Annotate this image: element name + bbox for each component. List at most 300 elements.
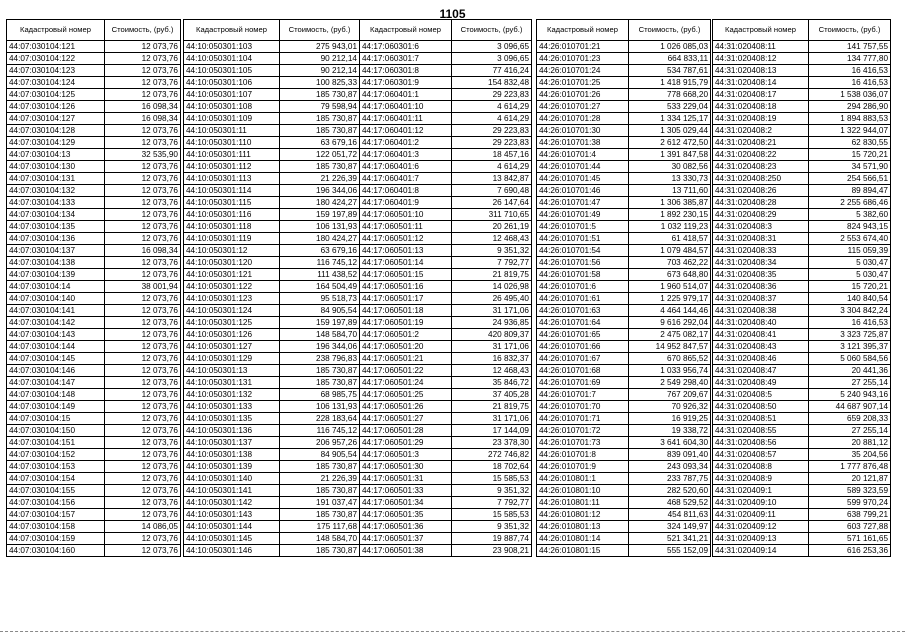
table-row	[7, 113, 181, 125]
cost-cell: 12 073,76	[105, 485, 181, 497]
cadastral-number-cell: 44:10:050301:124	[184, 305, 280, 317]
cost-cell: 3 641 604,30	[629, 437, 711, 449]
table-row	[537, 245, 711, 257]
table-row	[537, 329, 711, 341]
cadastral-number-cell: 44:26:010801:14	[537, 533, 629, 545]
table-row	[360, 173, 532, 185]
table-row	[713, 257, 891, 269]
cadastral-number-cell: 44:31:020408:23	[713, 161, 809, 173]
cadastral-number-cell: 44:26:010801:15	[537, 545, 629, 557]
cost-cell: 4 614,29	[452, 101, 532, 113]
cost-cell: 185 730,87	[280, 161, 360, 173]
cost-cell: 12 073,76	[105, 341, 181, 353]
table-row	[713, 329, 891, 341]
table-row	[713, 533, 891, 545]
cadastral-number-cell: 44:10:050301:138	[184, 449, 280, 461]
cost-cell: 311 710,65	[452, 209, 532, 221]
cost-cell: 670 865,52	[629, 353, 711, 365]
cost-cell: 62 830,55	[809, 137, 891, 149]
cost-cell: 14 952 847,57	[629, 341, 711, 353]
cadastral-number-cell: 44:26:010701:67	[537, 353, 629, 365]
table-row	[7, 233, 181, 245]
cadastral-number-cell: 44:26:010701:27	[537, 101, 629, 113]
cadastral-number-cell: 44:07:030104:131	[7, 173, 105, 185]
cost-cell: 44 687 907,14	[809, 401, 891, 413]
table-row	[7, 485, 181, 497]
cost-cell: 1 079 484,57	[629, 245, 711, 257]
cost-cell: 19 887,74	[452, 533, 532, 545]
cost-cell: 767 209,67	[629, 389, 711, 401]
cadastral-number-cell: 44:17:060501:16	[360, 281, 452, 293]
table-row	[537, 89, 711, 101]
table-row	[360, 77, 532, 89]
cost-cell: 90 212,14	[280, 53, 360, 65]
table-row	[713, 281, 891, 293]
cadastral-number-cell: 44:17:060401:11	[360, 113, 452, 125]
cadastral-number-cell: 44:31:020408:9	[713, 473, 809, 485]
cadastral-number-cell: 44:31:020408:26	[713, 185, 809, 197]
cost-cell: 3 096,65	[452, 53, 532, 65]
cadastral-number-cell: 44:31:020408:18	[713, 101, 809, 113]
cadastral-number-cell: 44:26:010701:44	[537, 161, 629, 173]
cost-cell: 206 957,26	[280, 437, 360, 449]
cost-cell: 185 730,87	[280, 89, 360, 101]
table-row	[713, 473, 891, 485]
table-row	[184, 185, 360, 197]
cadastral-number-cell: 44:07:030104:121	[7, 41, 105, 53]
table-row	[184, 473, 360, 485]
cadastral-number-cell: 44:31:020408:38	[713, 305, 809, 317]
table-row	[360, 197, 532, 209]
cadastral-number-cell: 44:17:060501:17	[360, 293, 452, 305]
cadastral-number-cell: 44:10:050301:121	[184, 269, 280, 281]
cadastral-number-cell: 44:07:030104:155	[7, 485, 105, 497]
table-row	[184, 245, 360, 257]
table-row	[537, 413, 711, 425]
cost-cell: 32 535,90	[105, 149, 181, 161]
cost-cell: 12 073,76	[105, 89, 181, 101]
table-row	[360, 389, 532, 401]
cadastral-number-cell: 44:17:060401:7	[360, 173, 452, 185]
cost-cell: 12 073,76	[105, 545, 181, 557]
cost-cell: 3 304 842,24	[809, 305, 891, 317]
cost-cell: 1 960 514,07	[629, 281, 711, 293]
cost-cell: 115 059,39	[809, 245, 891, 257]
cadastral-number-cell: 44:07:030104:160	[7, 545, 105, 557]
header-cost: Стоимость, (руб.)	[280, 20, 360, 41]
cadastral-number-cell: 44:26:010701:21	[537, 41, 629, 53]
cadastral-number-cell: 44:10:050301:127	[184, 341, 280, 353]
table-row	[713, 389, 891, 401]
cadastral-number-cell: 44:31:020408:3	[713, 221, 809, 233]
header-cadastral-number: Кадастровый номер	[184, 20, 280, 41]
cadastral-number-cell: 44:17:060501:18	[360, 305, 452, 317]
cost-cell: 599 970,24	[809, 497, 891, 509]
table-row	[360, 341, 532, 353]
cadastral-number-cell: 44:31:020408:33	[713, 245, 809, 257]
cost-cell: 61 418,57	[629, 233, 711, 245]
cost-cell: 185 730,87	[280, 545, 360, 557]
cost-cell: 1 418 915,79	[629, 77, 711, 89]
cadastral-number-cell: 44:31:020408:37	[713, 293, 809, 305]
cost-cell: 185 730,87	[280, 377, 360, 389]
cost-cell: 68 985,75	[280, 389, 360, 401]
table-row	[184, 461, 360, 473]
table-row	[537, 425, 711, 437]
table-row	[713, 521, 891, 533]
cadastral-number-cell: 44:26:010701:58	[537, 269, 629, 281]
table-row	[7, 197, 181, 209]
cadastral-number-cell: 44:31:020408:47	[713, 365, 809, 377]
table-row	[537, 209, 711, 221]
cadastral-number-cell: 44:26:010801:13	[537, 521, 629, 533]
cost-cell: 21 819,75	[452, 401, 532, 413]
table-row	[184, 89, 360, 101]
table-row	[537, 281, 711, 293]
table-row	[713, 125, 891, 137]
table-row	[7, 473, 181, 485]
table-row	[7, 389, 181, 401]
table-row	[184, 197, 360, 209]
cadastral-number-cell: 44:26:010701:66	[537, 341, 629, 353]
cadastral-number-cell: 44:10:050301:123	[184, 293, 280, 305]
cadastral-number-cell: 44:10:050301:131	[184, 377, 280, 389]
cadastral-number-cell: 44:26:010701:25	[537, 77, 629, 89]
cost-cell: 243 093,34	[629, 461, 711, 473]
table-row	[713, 365, 891, 377]
cost-cell: 37 405,28	[452, 389, 532, 401]
cadastral-number-cell: 44:26:010701:26	[537, 89, 629, 101]
cost-cell: 77 416,24	[452, 65, 532, 77]
cost-cell: 1 334 125,17	[629, 113, 711, 125]
table-row	[713, 269, 891, 281]
cadastral-number-cell: 44:26:010701:51	[537, 233, 629, 245]
cadastral-number-cell: 44:07:030104:135	[7, 221, 105, 233]
cost-cell: 7 792,77	[452, 497, 532, 509]
cost-cell: 454 811,63	[629, 509, 711, 521]
cost-cell: 5 060 584,56	[809, 353, 891, 365]
table-row	[537, 41, 711, 53]
table-row	[713, 461, 891, 473]
cadastral-number-cell: 44:31:020408:31	[713, 233, 809, 245]
cost-cell: 638 799,21	[809, 509, 891, 521]
cost-cell: 13 842,87	[452, 173, 532, 185]
table-row	[184, 497, 360, 509]
table-row	[537, 149, 711, 161]
cadastral-number-cell: 44:07:030104:15	[7, 413, 105, 425]
cadastral-table-2	[183, 19, 360, 557]
table-row	[360, 413, 532, 425]
table-row	[7, 65, 181, 77]
cost-cell: 26 495,40	[452, 293, 532, 305]
cadastral-number-cell: 44:17:060501:38	[360, 545, 452, 557]
table-row	[360, 233, 532, 245]
table-row	[537, 533, 711, 545]
cadastral-number-cell: 44:10:050301:136	[184, 425, 280, 437]
table-row	[537, 317, 711, 329]
cost-cell: 24 936,85	[452, 317, 532, 329]
cost-cell: 589 323,59	[809, 485, 891, 497]
table-row	[184, 533, 360, 545]
cadastral-number-cell: 44:17:060501:10	[360, 209, 452, 221]
cost-cell: 148 584,70	[280, 533, 360, 545]
cadastral-number-cell: 44:07:030104:151	[7, 437, 105, 449]
table-row	[360, 329, 532, 341]
table-row	[360, 461, 532, 473]
table-row	[713, 65, 891, 77]
cadastral-number-cell: 44:26:010801:1	[537, 473, 629, 485]
cost-cell: 228 183,64	[280, 413, 360, 425]
table-row	[7, 173, 181, 185]
cadastral-number-cell: 44:10:050301:135	[184, 413, 280, 425]
table-row	[713, 341, 891, 353]
table-row	[713, 53, 891, 65]
cadastral-number-cell: 44:17:060401:3	[360, 149, 452, 161]
table-row	[360, 281, 532, 293]
table-row	[360, 161, 532, 173]
table-row	[537, 65, 711, 77]
cost-cell: 196 344,06	[280, 341, 360, 353]
cost-cell: 420 809,37	[452, 329, 532, 341]
cost-cell: 18 457,16	[452, 149, 532, 161]
table-row	[7, 221, 181, 233]
cadastral-number-cell: 44:26:010701:49	[537, 209, 629, 221]
cadastral-number-cell: 44:10:050301:112	[184, 161, 280, 173]
cadastral-number-cell: 44:07:030104:139	[7, 269, 105, 281]
cadastral-number-cell: 44:17:060501:29	[360, 437, 452, 449]
table-row	[537, 113, 711, 125]
cadastral-number-cell: 44:07:030104:126	[7, 101, 105, 113]
table-row	[537, 293, 711, 305]
cost-cell: 9 351,32	[452, 521, 532, 533]
table-row	[184, 41, 360, 53]
cost-cell: 1 305 029,44	[629, 125, 711, 137]
cost-cell: 12 073,76	[105, 185, 181, 197]
cost-cell: 15 585,53	[452, 473, 532, 485]
table-header-row	[7, 20, 181, 41]
cost-cell: 23 378,30	[452, 437, 532, 449]
table-row	[7, 41, 181, 53]
table-row	[184, 341, 360, 353]
cadastral-number-cell: 44:10:050301:122	[184, 281, 280, 293]
table-row	[184, 545, 360, 557]
table-row	[713, 509, 891, 521]
cost-cell: 3 121 395,37	[809, 341, 891, 353]
cadastral-number-cell: 44:17:060401:2	[360, 137, 452, 149]
cadastral-number-cell: 44:31:020408:19	[713, 113, 809, 125]
cost-cell: 2 255 686,46	[809, 197, 891, 209]
cadastral-number-cell: 44:10:050301:146	[184, 545, 280, 557]
cadastral-number-cell: 44:07:030104:147	[7, 377, 105, 389]
cadastral-number-cell: 44:31:020408:28	[713, 197, 809, 209]
cadastral-number-cell: 44:31:020408:21	[713, 137, 809, 149]
cost-cell: 12 073,76	[105, 269, 181, 281]
cost-cell: 185 730,87	[280, 461, 360, 473]
cost-cell: 521 341,21	[629, 533, 711, 545]
cadastral-number-cell: 44:26:010701:68	[537, 365, 629, 377]
cadastral-number-cell: 44:17:060501:31	[360, 473, 452, 485]
cadastral-table-1	[6, 19, 181, 557]
table-row	[360, 101, 532, 113]
cost-cell: 12 073,76	[105, 293, 181, 305]
table-row	[360, 437, 532, 449]
cadastral-number-cell: 44:26:010701:28	[537, 113, 629, 125]
table-row	[537, 341, 711, 353]
cadastral-number-cell: 44:07:030104:153	[7, 461, 105, 473]
cadastral-number-cell: 44:07:030104:133	[7, 197, 105, 209]
cadastral-number-cell: 44:07:030104:144	[7, 341, 105, 353]
cost-cell: 63 679,16	[280, 137, 360, 149]
table-row	[7, 449, 181, 461]
table-row	[713, 149, 891, 161]
cadastral-number-cell: 44:17:060501:13	[360, 245, 452, 257]
table-row	[7, 545, 181, 557]
cost-cell: 12 073,76	[105, 425, 181, 437]
table-row	[7, 125, 181, 137]
cadastral-number-cell: 44:10:050301:140	[184, 473, 280, 485]
cadastral-number-cell: 44:10:050301:129	[184, 353, 280, 365]
cadastral-number-cell: 44:10:050301:103	[184, 41, 280, 53]
cost-cell: 84 905,54	[280, 449, 360, 461]
table-header-row	[360, 20, 532, 41]
cadastral-number-cell: 44:07:030104:14	[7, 281, 105, 293]
cost-cell: 16 416,53	[809, 317, 891, 329]
table-row	[713, 137, 891, 149]
table-row	[360, 305, 532, 317]
cost-cell: 12 073,76	[105, 461, 181, 473]
table-row	[713, 89, 891, 101]
cadastral-number-cell: 44:17:060501:21	[360, 353, 452, 365]
table-row	[7, 209, 181, 221]
header-cost: Стоимость, (руб.)	[809, 20, 891, 41]
cadastral-number-cell: 44:10:050301:105	[184, 65, 280, 77]
table-row	[184, 161, 360, 173]
table-row	[537, 377, 711, 389]
cadastral-number-cell: 44:31:020408:250	[713, 173, 809, 185]
table-row	[537, 101, 711, 113]
cadastral-number-cell: 44:07:030104:123	[7, 65, 105, 77]
header-cadastral-number: Кадастровый номер	[7, 20, 105, 41]
table-row	[360, 509, 532, 521]
header-cost: Стоимость, (руб.)	[105, 20, 181, 41]
table-row	[7, 257, 181, 269]
cost-cell: 27 255,14	[809, 377, 891, 389]
table-row	[184, 317, 360, 329]
cadastral-number-cell: 44:17:060301:7	[360, 53, 452, 65]
table-row	[184, 101, 360, 113]
cost-cell: 95 518,73	[280, 293, 360, 305]
table-row	[713, 401, 891, 413]
cadastral-number-cell: 44:10:050301:108	[184, 101, 280, 113]
table-row	[360, 65, 532, 77]
cost-cell: 5 382,60	[809, 209, 891, 221]
table-row	[360, 545, 532, 557]
cost-cell: 21 226,39	[280, 473, 360, 485]
cadastral-number-cell: 44:10:050301:12	[184, 245, 280, 257]
cost-cell: 15 720,21	[809, 281, 891, 293]
cadastral-table-5	[712, 19, 891, 557]
cost-cell: 16 098,34	[105, 101, 181, 113]
cost-cell: 159 197,89	[280, 317, 360, 329]
table-row	[537, 257, 711, 269]
table-row	[7, 353, 181, 365]
cadastral-number-cell: 44:10:050301:110	[184, 137, 280, 149]
cadastral-number-cell: 44:17:060401:9	[360, 197, 452, 209]
cadastral-number-cell: 44:10:050301:126	[184, 329, 280, 341]
cadastral-number-cell: 44:07:030104:156	[7, 497, 105, 509]
cost-cell: 106 131,93	[280, 401, 360, 413]
table-row	[184, 389, 360, 401]
table-row	[537, 173, 711, 185]
table-row	[537, 461, 711, 473]
cadastral-number-cell: 44:17:060501:2	[360, 329, 452, 341]
cadastral-number-cell: 44:07:030104:154	[7, 473, 105, 485]
table-row	[360, 137, 532, 149]
cost-cell: 12 073,76	[105, 533, 181, 545]
cadastral-number-cell: 44:31:020409:14	[713, 545, 809, 557]
table-row	[184, 137, 360, 149]
table-row	[537, 497, 711, 509]
cadastral-number-cell: 44:07:030104:140	[7, 293, 105, 305]
cadastral-number-cell: 44:31:020408:2	[713, 125, 809, 137]
table-row	[7, 293, 181, 305]
cost-cell: 18 702,64	[452, 461, 532, 473]
cadastral-number-cell: 44:31:020408:29	[713, 209, 809, 221]
cost-cell: 180 424,27	[280, 233, 360, 245]
table-row	[184, 221, 360, 233]
cadastral-number-cell: 44:10:050301:116	[184, 209, 280, 221]
table-row	[7, 77, 181, 89]
table-row	[713, 485, 891, 497]
cadastral-number-cell: 44:07:030104:130	[7, 161, 105, 173]
cadastral-number-cell: 44:10:050301:115	[184, 197, 280, 209]
cadastral-number-cell: 44:10:050301:114	[184, 185, 280, 197]
cadastral-number-cell: 44:31:020409:1	[713, 485, 809, 497]
cost-cell: 16 098,34	[105, 113, 181, 125]
cadastral-number-cell: 44:10:050301:13	[184, 365, 280, 377]
table-row	[360, 53, 532, 65]
cost-cell: 12 073,76	[105, 41, 181, 53]
table-row	[537, 437, 711, 449]
cost-cell: 13 711,60	[629, 185, 711, 197]
table-row	[7, 437, 181, 449]
table-row	[713, 425, 891, 437]
cost-cell: 63 679,16	[280, 245, 360, 257]
cadastral-number-cell: 44:26:010701:56	[537, 257, 629, 269]
cadastral-number-cell: 44:07:030104:129	[7, 137, 105, 149]
cadastral-number-cell: 44:07:030104:143	[7, 329, 105, 341]
cadastral-table-3	[359, 19, 532, 557]
table-row	[713, 101, 891, 113]
cadastral-number-cell: 44:26:010701:38	[537, 137, 629, 149]
cadastral-number-cell: 44:26:010801:10	[537, 485, 629, 497]
cost-cell: 1 892 230,15	[629, 209, 711, 221]
cost-cell: 603 727,88	[809, 521, 891, 533]
cadastral-number-cell: 44:17:060501:34	[360, 497, 452, 509]
table-row	[360, 377, 532, 389]
cadastral-number-cell: 44:31:020409:12	[713, 521, 809, 533]
cadastral-number-cell: 44:31:020408:13	[713, 65, 809, 77]
cost-cell: 12 073,76	[105, 65, 181, 77]
table-row	[537, 485, 711, 497]
cadastral-number-cell: 44:31:020408:40	[713, 317, 809, 329]
cadastral-number-cell: 44:26:010801:11	[537, 497, 629, 509]
cadastral-number-cell: 44:07:030104:132	[7, 185, 105, 197]
table-row	[184, 413, 360, 425]
cadastral-number-cell: 44:17:060501:30	[360, 461, 452, 473]
cadastral-number-cell: 44:31:020408:22	[713, 149, 809, 161]
cost-cell: 673 648,80	[629, 269, 711, 281]
